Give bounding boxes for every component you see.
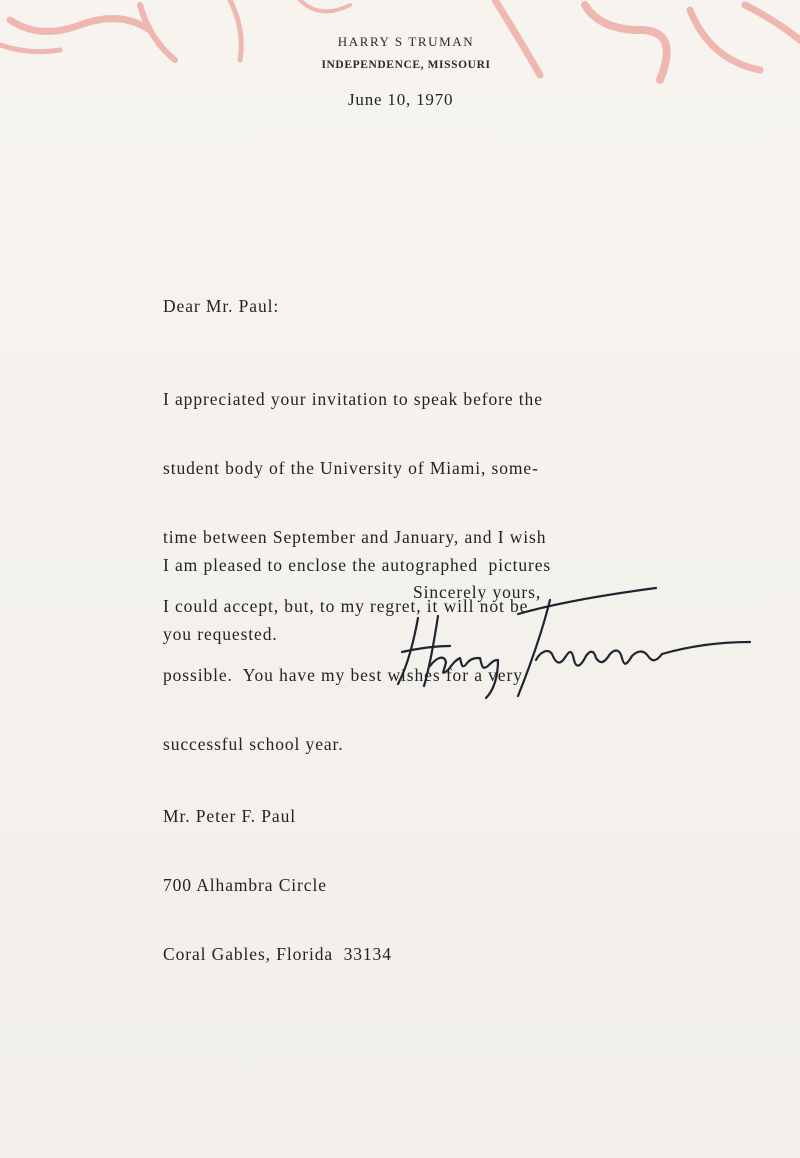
salutation: Dear Mr. Paul: <box>163 296 280 316</box>
letterhead-place: INDEPENDENCE, MISSOURI <box>321 59 491 71</box>
address-line: Coral Gables, Florida 33134 <box>163 944 392 964</box>
body-line: successful school year. <box>163 734 344 754</box>
handwritten-signature <box>390 580 770 710</box>
address-line: Mr. Peter F. Paul <box>163 806 296 826</box>
body-line: I am pleased to enclose the autographed pictures <box>163 555 552 575</box>
closing: Sincerely yours, <box>413 582 542 602</box>
address-line: 700 Alhambra Circle <box>163 875 327 895</box>
letter-date: June 10, 1970 <box>348 90 454 109</box>
body-line: I could accept, but, to my regret, it will not be <box>163 596 529 616</box>
body-line: possible. You have my best wishes for a very <box>163 665 523 685</box>
body-line: student body of the University of Miami, some- <box>163 458 539 478</box>
body-line: time between September and January, and I wish <box>163 527 547 547</box>
letterhead-name: HARRY S TRUMAN <box>337 34 475 49</box>
body-line: I appreciated your invitation to speak before the <box>163 389 543 409</box>
recipient-address <box>163 759 392 989</box>
body-line: you requested. <box>163 624 278 644</box>
